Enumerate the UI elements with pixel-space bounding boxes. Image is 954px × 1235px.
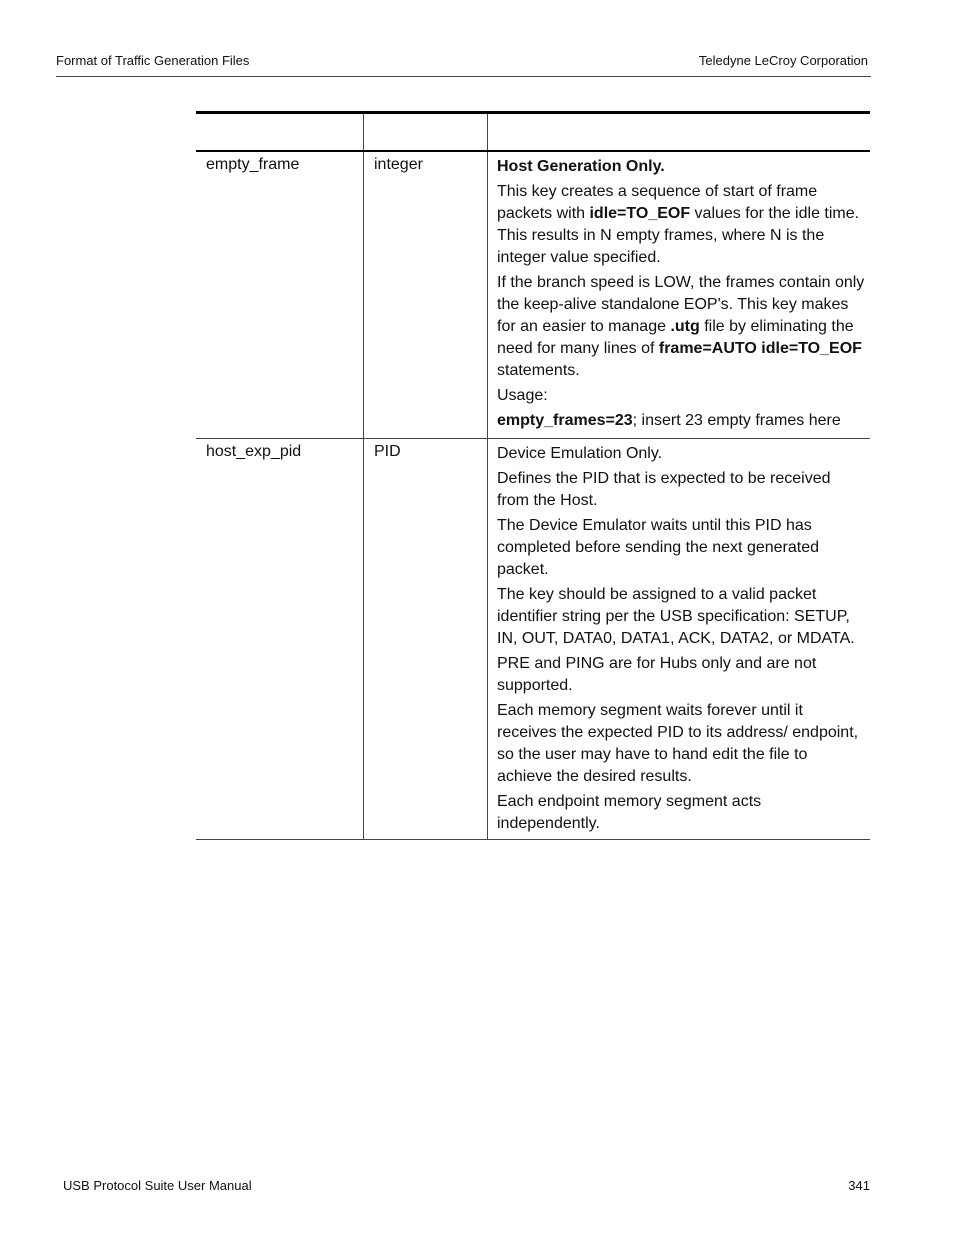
header-cell-key	[196, 114, 364, 150]
desc-para: Device Emulation Only.	[497, 445, 663, 462]
desc-para: This key creates a sequence of start of frame packets with idle=TO_EOF values for the idle time. This results in N empty frames, where N is the integer value specified.	[497, 183, 860, 266]
type-cell: integer	[364, 152, 488, 438]
table-header-row	[196, 111, 870, 152]
description-cell	[488, 152, 870, 438]
desc-para: Each endpoint memory segment acts independently.	[497, 793, 762, 832]
header-cell-type	[364, 114, 488, 150]
page-number: 341	[848, 1178, 870, 1193]
header-cell-description	[488, 114, 870, 150]
table-row	[196, 152, 870, 439]
desc-para: Usage:	[497, 387, 548, 404]
desc-para: The Device Emulator waits until this PID has completed before sending the next generated packet.	[497, 517, 820, 578]
key-cell: host_exp_pid	[196, 439, 364, 839]
desc-para: empty_frames=23; insert 23 empty frames here	[497, 412, 841, 429]
desc-bold: Host Generation Only.	[497, 158, 665, 175]
type-cell: PID	[364, 439, 488, 839]
table-row	[196, 439, 870, 840]
keys-table	[196, 111, 870, 840]
key-cell: empty_frame	[196, 152, 364, 438]
running-header-company: Teledyne LeCroy Corporation	[698, 53, 868, 68]
running-header-title: Format of Traffic Generation Files	[56, 53, 250, 68]
desc-para: If the branch speed is LOW, the frames contain only the keep-alive standalone EOP's. This key makes for an easier to manage .utg file by eliminating the need for many lines of frame=AUTO idle=TO_EOF statements.	[497, 274, 865, 379]
desc-para: PRE and PING are for Hubs only and are not supported.	[497, 655, 817, 694]
desc-para: Each memory segment waits forever until it receives the expected PID to its address/ endpoint, so the user may have to hand edit the file to achieve the desired results.	[497, 702, 859, 785]
desc-para: The key should be assigned to a valid packet identifier string per the USB specification: SETUP, IN, OUT, DATA0, DATA1, ACK, DATA2, or MDATA.	[497, 586, 855, 647]
footer-manual-title: USB Protocol Suite User Manual	[63, 1178, 252, 1193]
description-cell	[488, 439, 870, 839]
desc-para	[497, 156, 866, 178]
header-rule	[56, 76, 871, 77]
desc-para: Defines the PID that is expected to be received from the Host.	[497, 470, 831, 509]
